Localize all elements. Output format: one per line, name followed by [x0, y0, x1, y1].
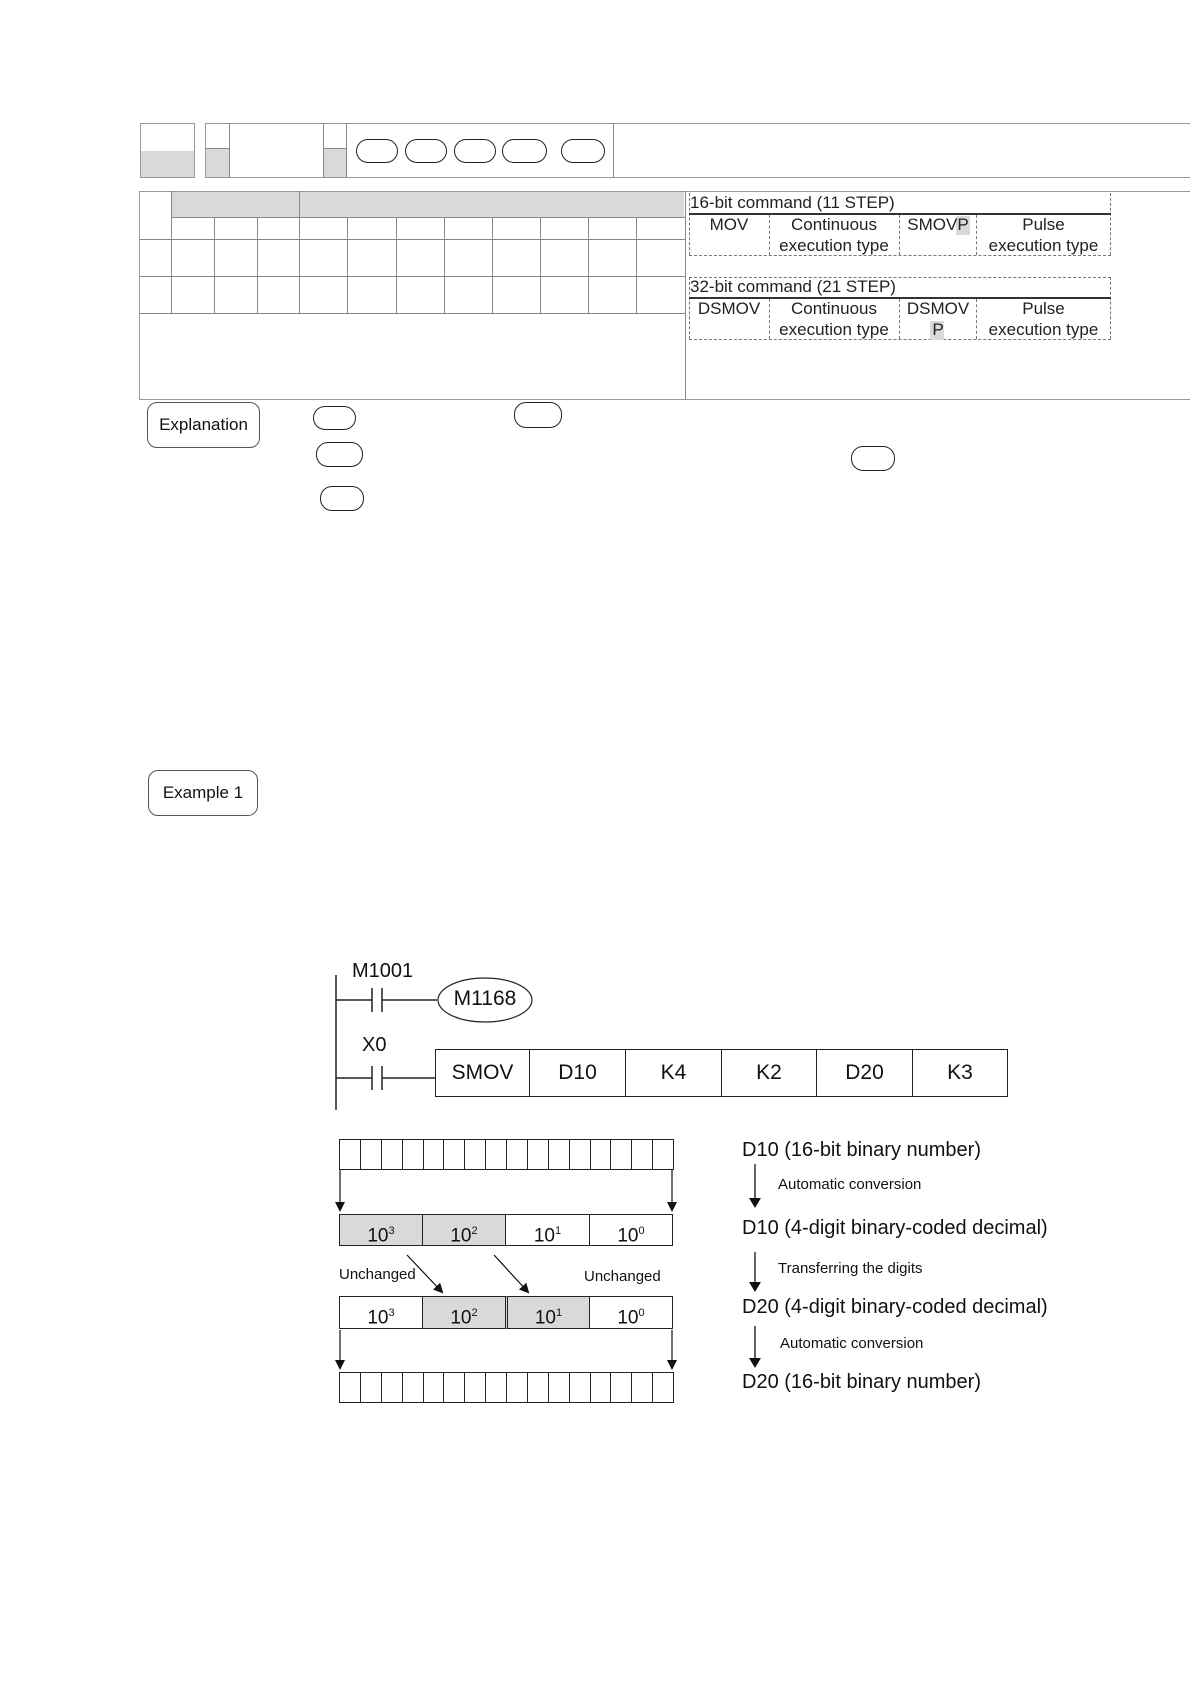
ladder-contact-1: M1001: [352, 960, 414, 982]
d10-bit-2: [610, 1139, 632, 1170]
d10-bit-7: [506, 1139, 528, 1170]
explanation-badge: Explanation: [147, 402, 260, 448]
d20-digit-2: $10^2$: [422, 1296, 506, 1329]
d20-digit-1: $10^1$: [505, 1296, 590, 1329]
ladder-instr-d10: D10: [529, 1049, 626, 1097]
d10-bit-0: [652, 1139, 674, 1170]
cmd32-pulse-name-2: P: [932, 320, 944, 339]
ladder-coil: M1168: [453, 987, 517, 1010]
d20-digit-0: $10^0$: [589, 1296, 673, 1329]
unchanged-right: Unchanged: [584, 1268, 661, 1285]
explanation-pill-1: [313, 406, 356, 430]
d10-digit-1: $10^1$: [505, 1214, 590, 1246]
ladder-instr-k3: K3: [912, 1049, 1008, 1097]
ladder-contact-2: X0: [362, 1034, 387, 1056]
ladder-instr-d20: D20: [816, 1049, 913, 1097]
header-box-2: [205, 123, 1190, 178]
cmd32-cont-label-1: Continuous: [790, 299, 877, 318]
cmd16-pulse-label-1: Pulse: [1022, 215, 1065, 234]
d10-digit-3: $10^3$: [339, 1214, 423, 1246]
d10-digit-2: $10^2$: [422, 1214, 506, 1246]
step2-label: Transferring the digits: [778, 1260, 923, 1277]
cmd16-cont-label-1: Continuous: [790, 215, 877, 234]
cmd16-pulse-name: SMOVP: [907, 215, 969, 234]
step-arrows: [745, 1160, 765, 1370]
step1-label: Automatic conversion: [778, 1176, 922, 1193]
cmd32-pulse-name-1: DSMOV: [906, 299, 970, 318]
cmd32-cont-name: DSMOV: [697, 299, 761, 318]
header-box-1-shade: [141, 151, 194, 177]
cmd16-pulse-label-2: execution type: [988, 236, 1099, 255]
ladder-instr-smov: SMOV: [435, 1049, 530, 1097]
d10-bit-6: [527, 1139, 549, 1170]
explanation-pill-4: [851, 446, 895, 471]
unchanged-left: Unchanged: [339, 1266, 416, 1283]
operand-pill-2: [405, 139, 447, 163]
ladder-instr-k4: K4: [625, 1049, 722, 1097]
d10-bit-1: [631, 1139, 653, 1170]
row2-label: D10 (4-digit binary-coded decimal): [742, 1217, 1048, 1239]
d10-bit-5: [548, 1139, 570, 1170]
d10-bit-4: [569, 1139, 591, 1170]
explanation-pill-2: [514, 402, 562, 428]
operand-pill-5: [561, 139, 605, 163]
d20-digit-3: $10^3$: [339, 1296, 423, 1329]
d10-bit-13: [381, 1139, 403, 1170]
d10-digit-0: $10^0$: [589, 1214, 673, 1246]
d10-bit-8: [485, 1139, 507, 1170]
d10-bit-10: [443, 1139, 465, 1170]
operand-pill-3: [454, 139, 496, 163]
cmd16-header: 16-bit command (11 STEP): [690, 193, 895, 212]
explanation-pill-5: [320, 486, 364, 511]
d10-bit-3: [590, 1139, 612, 1170]
cmd16-cont-name: MOV: [709, 215, 749, 234]
cmd32-header: 32-bit command (21 STEP): [690, 277, 896, 296]
d10-bit-14: [360, 1139, 382, 1170]
operand-pill-4: [502, 139, 547, 163]
cmd32-pulse-label-1: Pulse: [1022, 299, 1065, 318]
explanation-pill-3: [316, 442, 363, 467]
d10-bit-11: [423, 1139, 445, 1170]
cmd32-cont-label-2: execution type: [779, 320, 889, 339]
step3-label: Automatic conversion: [780, 1335, 924, 1352]
ladder-instr-k2: K2: [721, 1049, 817, 1097]
d10-bit-15: [339, 1139, 361, 1170]
d10-bit-12: [402, 1139, 424, 1170]
row1-label: D10 (16-bit binary number): [742, 1139, 981, 1161]
cmd16-cont-label-2: execution type: [779, 236, 889, 255]
row4-label: D20 (16-bit binary number): [742, 1371, 981, 1393]
row3-label: D20 (4-digit binary-coded decimal): [742, 1296, 1048, 1318]
operand-pill-1: [356, 139, 398, 163]
d10-bit-9: [464, 1139, 486, 1170]
cmd32-pulse-label-2: execution type: [988, 320, 1099, 339]
example-badge: Example 1: [148, 770, 258, 816]
